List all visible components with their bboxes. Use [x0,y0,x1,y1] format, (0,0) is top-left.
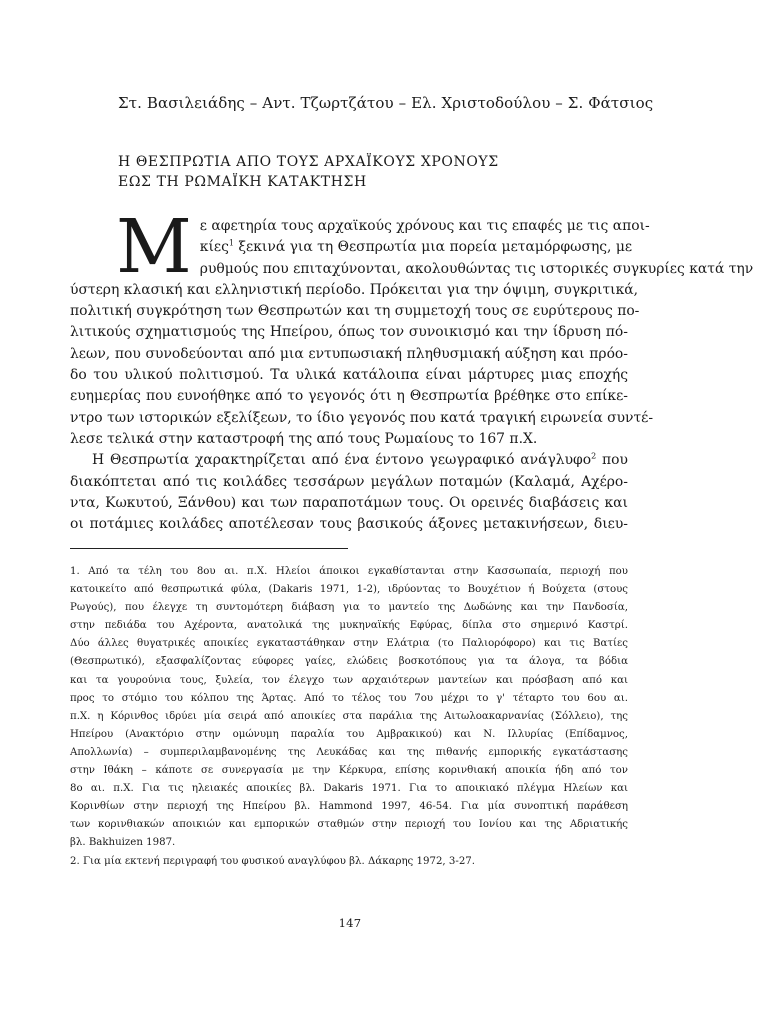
footnote-1-line: κατοικείτο από θεσπρωτικά φύλα, (Dakaris 1971, 1-2), ιδρύοντας το Βουχέτιον ή Βούχετα (στους [70,584,628,596]
drop-cap: Μ [116,204,192,290]
page-number: 147 [338,916,362,930]
body-line: ντα, Κωκυτού, Ξάνθου) και των παραποτάμων τους. Οι ορεινές διαβάσεις και [70,494,628,511]
body-line: δο του υλικού πολιτισμού. Τα υλικά κατάλοιπα είναι μάρτυρες μιας εποχής [70,367,628,384]
footnote-1-line: π.Χ. η Κόρινθος ιδρύει μία σειρά από αποικίες στα παράλια της Αιτωλοακαρνανίας (Σόλλειο), της [70,710,628,722]
body-line: ευημερίας που ευνοήθηκε από το γεγονός ότι η Θεσπρωτία βρέθηκε στο επίκε- [70,388,628,405]
footnote-1-line: στην Ιθάκη – κάποτε σε συνεργασία με την Κέρκυρα, επίσης κορινθιακή αποικία ήδη από τον [70,765,628,777]
chapter-title-line-2: ΕΩΣ ΤΗ ΡΩΜΑΪΚΗ ΚΑΤΑΚΤΗΣΗ [118,174,367,190]
body-line: λεσε τελικά στην καταστροφή της από τους Ρωμαίους το 167 π.Χ. [70,430,538,447]
footnote-1-line: 1. Από τα τέλη του 8ου αι. π.Χ. Ηλείοι άποικοι εγκαθίστανται στην Κασσωπαία, περιοχή που [70,566,628,577]
footnote-separator [70,548,348,549]
footnote-1-line: Ρωγούς), που έλεγχε τη συντομότερη διάβαση για το μαντείο της Δωδώνης και την Πανδοσία, [70,602,628,614]
body-line: λεων, που συνοδεύονται από μια εντυπωσιακή πληθυσμιακή αύξηση και πρόο- [70,345,628,362]
body-line: ρυθμούς που επιταχύνονται, ακολουθώντας τις ιστορικές συγκυρίες κατά την [199,260,754,277]
footnote-ref-1: 1 [228,238,234,248]
body-line: πολιτική συγκρότηση των Θεσπρωτών και τη συμμετοχή τους σε ευρύτερους πο- [70,303,640,320]
chapter-title-line-1: Η ΘΕΣΠΡΩΤΙΑ ΑΠΟ ΤΟΥΣ ΑΡΧΑΪΚΟΥΣ ΧΡΟΝΟΥΣ [118,154,499,170]
footnote-2: 2. Για μία εκτενή περιγραφή του φυσικού αναγλύφου βλ. Δάκαρης 1972, 3-27. [70,855,476,867]
footnote-1-line: Ηπείρου (Ανακτόριο στην ομώνυμη παραλία του Αμβρακικού) και Ν. Ιλλυρίας (Επίδαμνος, [70,728,628,740]
footnote-1-line: Απολλωνία) – συμπεριλαμβανομένης της Λευκάδας και της πιθανής εμπορικής εγκατάστασης [70,746,628,758]
footnote-1-line: (Θεσπρωτικό), εξασφαλίζοντας εύφορες γαίες, ελώδεις βοσκοτόπους για τα άλογα, τα βόδια [70,656,628,668]
body-line-text: ξεκινά για τη Θεσπρωτία μια πορεία μεταμόρφωσης, με [233,239,633,256]
footnote-1-line: βλ. Bakhuizen 1987. [70,837,176,849]
body-line: διακόπτεται από τις κοιλάδες τεσσάρων μεγάλων ποταμών (Καλαμά, Αχέρο- [70,473,628,490]
body-line-text: κίες [199,239,229,256]
footnote-1-line: 8ο αι. π.Χ. Για τις ηλειακές αποικίες βλ. Dakaris 1971. Για το αποικιακό πλέγμα Ηλείων και [70,783,628,795]
footnote-1-line: προς το στόμιο του κόλπου της Άρτας. Από το τέλος του 7ου μέχρι το γ' τέταρτο του 6ου αι. [70,692,628,704]
body-line: ε αφετηρία τους αρχαϊκούς χρόνους και τις επαφές με τις αποι- [199,218,650,234]
body-line: ντρο των ιστορικών εξελίξεων, το ίδιο γεγονός που κατά τραγική ειρωνεία συντέ- [70,409,654,426]
footnote-1-line: στην πεδιάδα του Αχέροντα, ανατολικά της μυκηναϊκής Εφύρας, δίπλα στο σημερινό Καστρί. [70,620,628,632]
body-line: ύστερη κλασική και ελληνιστική περίοδο. Πρόκειται για την όψιμη, συγκριτικά, [70,281,639,298]
chapter-title [118,152,638,192]
running-header-authors: Στ. Βασιλειάδης – Αντ. Τζωρτζάτου – Ελ. Χριστοδούλου – Σ. Φάτσιος [118,94,654,112]
body-line: λιτικούς σχηματισμούς της Ηπείρου, όπως τον συνοικισμό και την ίδρυση πό- [70,324,628,341]
footnote-ref-2: 2 [591,451,597,461]
body-line [70,450,628,471]
footnote-1-line: και τα γουρούνια τους, ξυλεία, τον έλεγχο των αρχαιότερων μαντείων και πρόσβαση από και [70,674,628,686]
footnotes [70,563,628,871]
footnote-1-line: Κορινθίων στην περιοχή της Ηπείρου βλ. Hammond 1997, 46-54. Για μία συνοπτική παράθεση [70,801,628,813]
body-line-text: που [596,452,628,469]
body-line: οι ποτάμιες κοιλάδες αποτέλεσαν τους βασικούς άξονες μετακινήσεων, διευ- [70,516,628,533]
body-text [70,204,754,535]
footnote-1-line: Δύο άλλες θυγατρικές αποικίες εγκαταστάθηκαν στην Ελάτρια (το Παλιορόφορο) και τις Βατίες [70,638,628,650]
footnote-1-line: των κορινθιακών αποικιών και εμπορικών σταθμών στην περιοχή του Ιονίου και της Αδριατικής [70,819,628,831]
body-line-text: Η Θεσπρωτία χαρακτηρίζεται από ένα έντονο γεωγραφικό ανάγλυφο [92,452,592,469]
